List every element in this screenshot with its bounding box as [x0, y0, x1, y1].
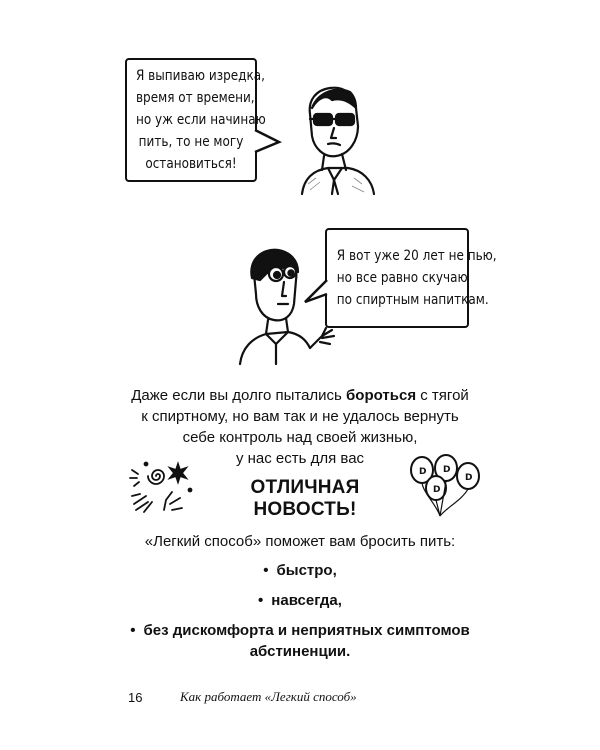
speech-bubble-second — [325, 228, 497, 328]
svg-text:D: D — [419, 467, 427, 477]
bubble-tail-icon — [255, 128, 285, 158]
intro-text: Даже если вы долго пытались — [131, 387, 347, 404]
intro-line: себе контроль над своей жизнью, — [182, 429, 418, 446]
bubble-line: время от времени, — [135, 90, 255, 106]
intro-line: у нас есть для вас — [235, 450, 365, 467]
page-number: 16 — [128, 690, 143, 705]
man-with-glasses-illustration — [288, 74, 378, 194]
bullet-item — [100, 620, 500, 662]
intro-line: к спиртному, но вам так и не удалось вернуть — [141, 408, 459, 425]
bubble-line: но уж если начинаю — [135, 112, 266, 128]
balloons-icon — [406, 454, 486, 518]
bubble-line: Я выпиваю изредка, — [135, 68, 265, 84]
bullet-dot: • — [263, 562, 269, 579]
bullet-dot: • — [130, 622, 136, 639]
svg-text:D: D — [433, 485, 441, 495]
bullet-text: абстиненции. — [249, 643, 351, 660]
lead-sentence: «Легкий способ» поможет вам бросить пить: — [144, 533, 456, 550]
bubble-line: по спиртным напиткам. — [336, 292, 489, 308]
bullet-text: быстро, — [276, 562, 337, 579]
speech-bubble-first — [125, 58, 266, 182]
bullet-item — [100, 560, 500, 581]
running-title: Как работает «Легкий способ» — [180, 689, 357, 704]
fireworks-icon — [126, 456, 196, 516]
bullet-item — [100, 590, 500, 611]
bubble-line: пить, то не могу — [138, 134, 244, 150]
intro-text: с тягой — [416, 387, 469, 404]
intro-emphasis: бороться — [346, 387, 417, 404]
intro-line — [100, 385, 500, 406]
svg-text:D: D — [443, 465, 451, 475]
svg-text:D: D — [465, 473, 473, 483]
headline: ОТЛИЧНАЯ НОВОСТЬ! — [250, 477, 360, 520]
bubble-line: Я вот уже 20 лет не пью, — [336, 248, 497, 264]
man-illustration — [240, 244, 340, 364]
bubble-line: но все равно скучаю — [336, 270, 468, 286]
bullet-text: без дискомфорта и неприятных симптомов — [143, 622, 470, 639]
bubble-line: остановиться! — [145, 156, 237, 172]
bullet-text: навсегда, — [271, 592, 342, 609]
bullet-dot: • — [258, 592, 264, 609]
